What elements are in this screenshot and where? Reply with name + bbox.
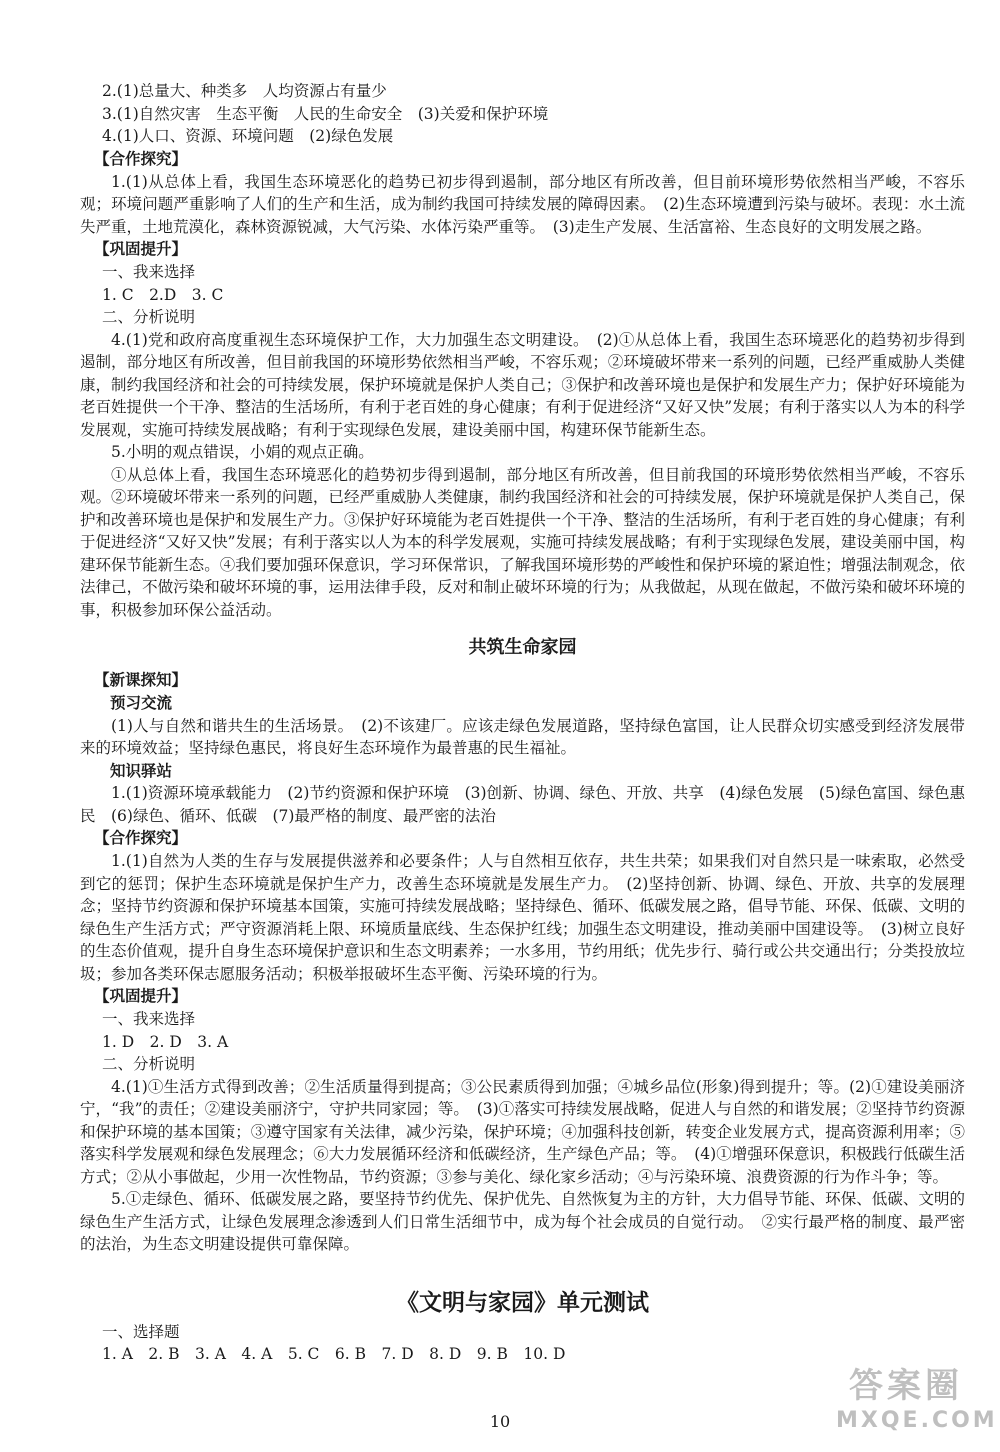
unit-test-title: 《文明与家园》单元测试 <box>396 1289 649 1316</box>
answer-paragraph: 5.小明的观点错误，小娟的观点正确。 <box>111 443 374 461</box>
answer-paragraph: (1)人与自然和谐共生的生活场景。 (2)不该建厂。应该走绿色发展道路，坚持绿色富国，让人民群众切实感受到经济发展带来的环境效益；坚持绿色惠民，将良好生态环境作为最普惠的民生福祉。 <box>80 716 965 757</box>
subsection-label: 一、我来选择 <box>102 1010 196 1028</box>
choice-answers: 1. D 2. D 3. A <box>102 1032 229 1051</box>
section-heading: 【新课探知】 <box>94 671 188 689</box>
choice-answers: 1. C 2.D 3. C <box>102 285 224 304</box>
subsection-label: 预习交流 <box>110 694 173 712</box>
section-heading: 【巩固提升】 <box>94 987 188 1005</box>
lesson-title: 共筑生命家园 <box>468 637 577 658</box>
section-heading: 【合作探究】 <box>94 829 188 847</box>
subsection-label: 二、分析说明 <box>102 308 196 326</box>
watermark-url: MXQE.COM <box>836 1408 998 1433</box>
answer-line: 3.(1)自然灾害 生态平衡 人民的生命安全 (3)关爱和保护环境 <box>102 104 549 123</box>
page-number: 10 <box>489 1412 511 1431</box>
watermark-text: 答案圈 <box>849 1366 963 1406</box>
answer-paragraph: 1.(1)从总体上看，我国生态环境恶化的趋势已初步得到遏制，部分地区有所改善，但目前环境形势依然相当严峻，不容乐观；环境问题严重影响了人们的生产和生活，成为制约我国可持续发展的障碍因素。 (2)生态环境遭到污染与破坏。表现：水土流失严重，土地荒漠化，森林资源锐减，大气污染、水体污染严重等。 (3)走生产发展、生活富裕、生态良好的文明发展之路。 <box>80 172 965 236</box>
answer-page <box>80 80 965 1366</box>
section-heading: 【合作探究】 <box>94 149 188 168</box>
watermark-logo <box>836 1364 998 1444</box>
subsection-label: 知识驿站 <box>110 761 173 780</box>
answer-paragraph: 5.①走绿色、循环、低碳发展之路，要坚持节约优先、保护优先、自然恢复为主的方针，大力倡导节能、环保、低碳、文明的绿色生产生活方式，让绿色发展理念渗透到人们日常生活细节中，成为每个社会成员的自觉行动。 ②实行最严格的制度、最严密的法治，为生态文明建设提供可靠保障。 <box>80 1190 965 1253</box>
subsection-label: 二、分析说明 <box>102 1055 196 1073</box>
answer-line: 2.(1)总量大、种类多 人均资源占有量少 <box>102 82 387 100</box>
answer-paragraph: 1.(1)自然为人类的生存与发展提供滋养和必要条件；人与自然相互依存，共生共荣；如果我们对自然只是一味索取，必然受到它的惩罚；保护生态环境就是保护生产力，改善生态环境就是发展生产力。 (2)坚持创新、协调、绿色、开放、共享的发展理念；坚持节约资源和保护环境基本国策，实施可持续发展战略；坚持绿色、循环、低碳发展之路，倡导节能、环保、低碳、文明的绿色生产生活方式；严守资源消耗上限、环境质量底线、生态保护红线；加强生态文明建设，推动美丽中国建设等。 (3)树立良好的生态价值观，提升自身生态环境保护意识和生态文明素养；一水多用，节约用纸；优先步行、骑行或公共交通出行；分类投放垃圾；参加各类环保志愿服务活动；积极举报破坏生态平衡、污染环境的行为。 <box>80 852 965 983</box>
subsection-label: 一、我来选择 <box>102 263 196 281</box>
answer-paragraph: 4.(1)党和政府高度重视生态环境保护工作，大力加强生态文明建设。 (2)①从总体上看，我国生态环境恶化的趋势初步得到遏制，部分地区有所改善，但目前我国的环境形势依然相当严峻，不容乐观；②环境破坏带来一系列的问题，已经严重威胁人类健康，制约我国经济和社会的可持续发展，保护环境就是保护人类自己；③保护和改善环境也是保护和发展生产力；保护好环境能为老百姓提供一个干净、整洁的生活场所，有利于老百姓的身心健康；有利于促进经济“又好又快”发展；有利于落实以人为本的科学发展观，实施可持续发展战略；有利于实现绿色发展，建设美丽中国，构建环保节能新生态。 <box>80 330 965 439</box>
answer-line: 4.(1)人口、资源、环境问题 (2)绿色发展 <box>102 127 394 145</box>
answer-paragraph: 4.(1)①生活方式得到改善；②生活质量得到提高；③公民素质得到加强；④城乡品位(形象)得到提升；等。(2)①建设美丽济宁，“我”的责任；②建设美丽济宁，守护共同家园；等。 (3)①落实可持续发展战略，促进人与自然的和谐发展；②坚持节约资源和保护环境的基本国策；③遵守国家有关法律，减少污染，保护环境；④加强科技创新，转变企业发展方式，提高资源利用率；⑤落实科学发展观和绿色发展理念；⑥大力发展循环经济和低碳经济，生产绿色产品；等。 (4)①增强环保意识，积极践行低碳生活方式；②从小事做起，少用一次性物品，节约资源；③参与美化、绿化家乡活动；④与污染环境、浪费资源的行为作斗争；等。 <box>80 1077 965 1186</box>
section-heading: 【巩固提升】 <box>94 240 188 258</box>
answer-paragraph: 1.(1)资源环境承载能力 (2)节约资源和保护环境 (3)创新、协调、绿色、开放、共享 (4)绿色发展 (5)绿色富国、绿色惠民 (6)绿色、循环、低碳 (7)最严格的制度、最严密的法治 <box>80 784 965 825</box>
choice-answers: 1. A 2. B 3. A 4. A 5. C 6. B 7. D 8. D 9. B 10. D <box>102 1345 566 1363</box>
subsection-label: 一、选择题 <box>102 1322 180 1341</box>
answer-paragraph: ①从总体上看，我国生态环境恶化的趋势初步得到遏制，部分地区有所改善，但目前我国的环境形势依然相当严峻，不容乐观。②环境破坏带来一系列的问题，已经严重威胁人类健康，制约我国经济和社会的可持续发展，保护环境就是保护人类自己，保护和改善环境也是保护和发展生产力。③保护好环境能为老百姓提供一个干净、整洁的生活场所，有利于老百姓的身心健康；有利于促进经济“又好又快”发展；有利于落实以人为本的科学发展观，实施可持续发展战略；有利于实现绿色发展，建设美丽中国，构建环保节能新生态。④我们要加强环保意识，学习环保常识，了解我国环境形势的严峻性和保护环境的紧迫性；增强法制观念，依法律己，不做污染和破坏环境的事，运用法律手段，反对和制止破坏环境的行为；从我做起，从现在做起，不做污染和破坏环境的事，积极参加环保公益活动。 <box>80 465 965 619</box>
